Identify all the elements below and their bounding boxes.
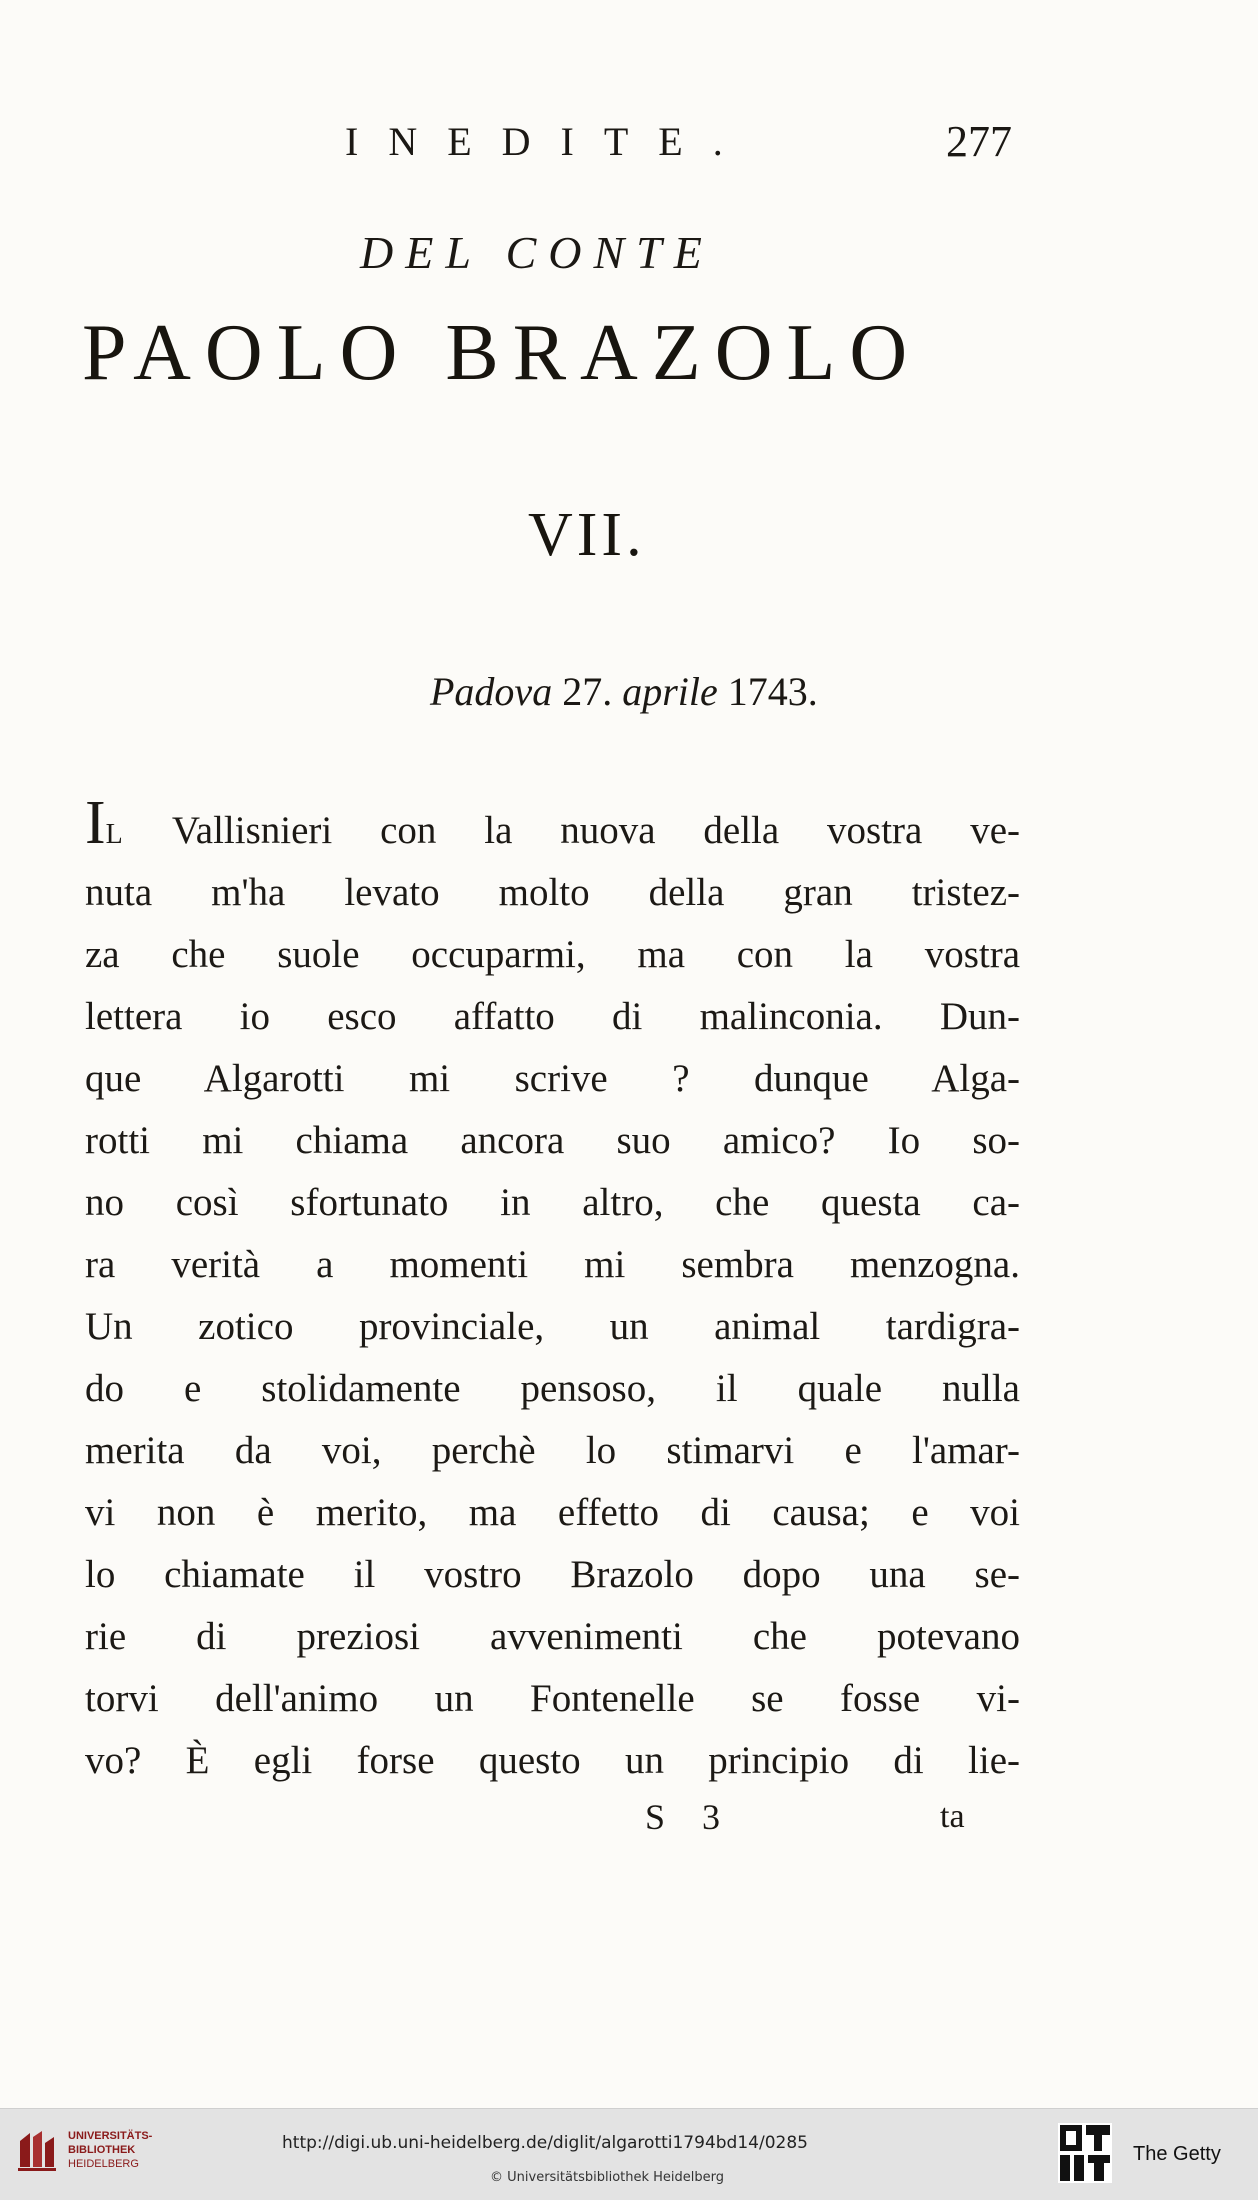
catchword: ta <box>940 1798 965 1835</box>
dateline-month: aprile <box>622 669 718 714</box>
body-line: torvi dell'animo un Fontenelle se fosse vi- <box>85 1677 1020 1720</box>
body-line <box>85 789 1020 862</box>
dateline <box>430 668 818 715</box>
first-line-rest: Vallisnieri con la nuova della vostra ve- <box>124 809 1020 852</box>
body-line: do e stolidamente pensoso, il quale nulla <box>85 1367 1020 1410</box>
page-number: 277 <box>946 117 1012 166</box>
body-line: Un zotico provinciale, un animal tardigra- <box>85 1305 1020 1348</box>
dateline-day: 27. <box>562 669 613 714</box>
subtitle: DEL CONTE <box>360 227 714 278</box>
body-line: lo chiamate il vostro Brazolo dopo una se- <box>85 1553 1020 1596</box>
body-line: rie di preziosi avvenimenti che potevano <box>85 1615 1020 1658</box>
getty-logo-icon[interactable] <box>1058 2123 1112 2183</box>
body-line: lettera io esco affatto di malinconia. Dun- <box>85 995 1020 1038</box>
permalink-url[interactable]: http://digi.ub.uni-heidelberg.de/diglit/algarotti1794bd14/0285 <box>282 2133 808 2153</box>
body-line: ra verità a momenti mi sembra menzogna. <box>85 1243 1020 1286</box>
library-name-line1: UNIVERSITÄTS- <box>68 2130 153 2142</box>
body-line: nuta m'ha levato molto della gran tristez- <box>85 871 1020 914</box>
author-heading: PAOLO BRAZOLO <box>82 309 922 397</box>
letter-body <box>85 789 1020 1792</box>
body-line: rotti mi chiama ancora suo amico? Io so- <box>85 1119 1020 1162</box>
body-line: vi non è merito, ma effetto di causa; e voi <box>85 1491 1020 1534</box>
first-word-rest: L <box>105 819 125 850</box>
body-line: merita da voi, perchè lo stimarvi e l'amar- <box>85 1429 1020 1472</box>
dateline-year: 1743. <box>727 669 818 714</box>
body-line: no così sfortunato in altro, che questa ca- <box>85 1181 1020 1224</box>
library-logo[interactable] <box>14 2121 164 2185</box>
partner-name: The Getty <box>1133 2143 1221 2165</box>
running-head: INEDITE. <box>345 119 753 164</box>
body-line: za che suole occuparmi, ma con la vostra <box>85 933 1020 976</box>
body-line: vo? È egli forse questo un principio di lie- <box>85 1739 1020 1782</box>
printer-signature: S 3 <box>645 1797 735 1837</box>
dropcap: I <box>85 789 106 857</box>
library-name-line2: BIBLIOTHEK <box>68 2144 136 2156</box>
library-city: HEIDELBERG <box>68 2158 139 2170</box>
viewer-footer <box>0 2108 1258 2200</box>
body-line: que Algarotti mi scrive ? dunque Alga- <box>85 1057 1020 1100</box>
copyright-notice: © Universitätsbibliothek Heidelberg <box>490 2170 725 2185</box>
dateline-place: Padova <box>430 669 553 714</box>
library-name <box>68 2129 152 2171</box>
letter-number: VII. <box>528 501 646 569</box>
library-seal-icon <box>14 2127 60 2173</box>
